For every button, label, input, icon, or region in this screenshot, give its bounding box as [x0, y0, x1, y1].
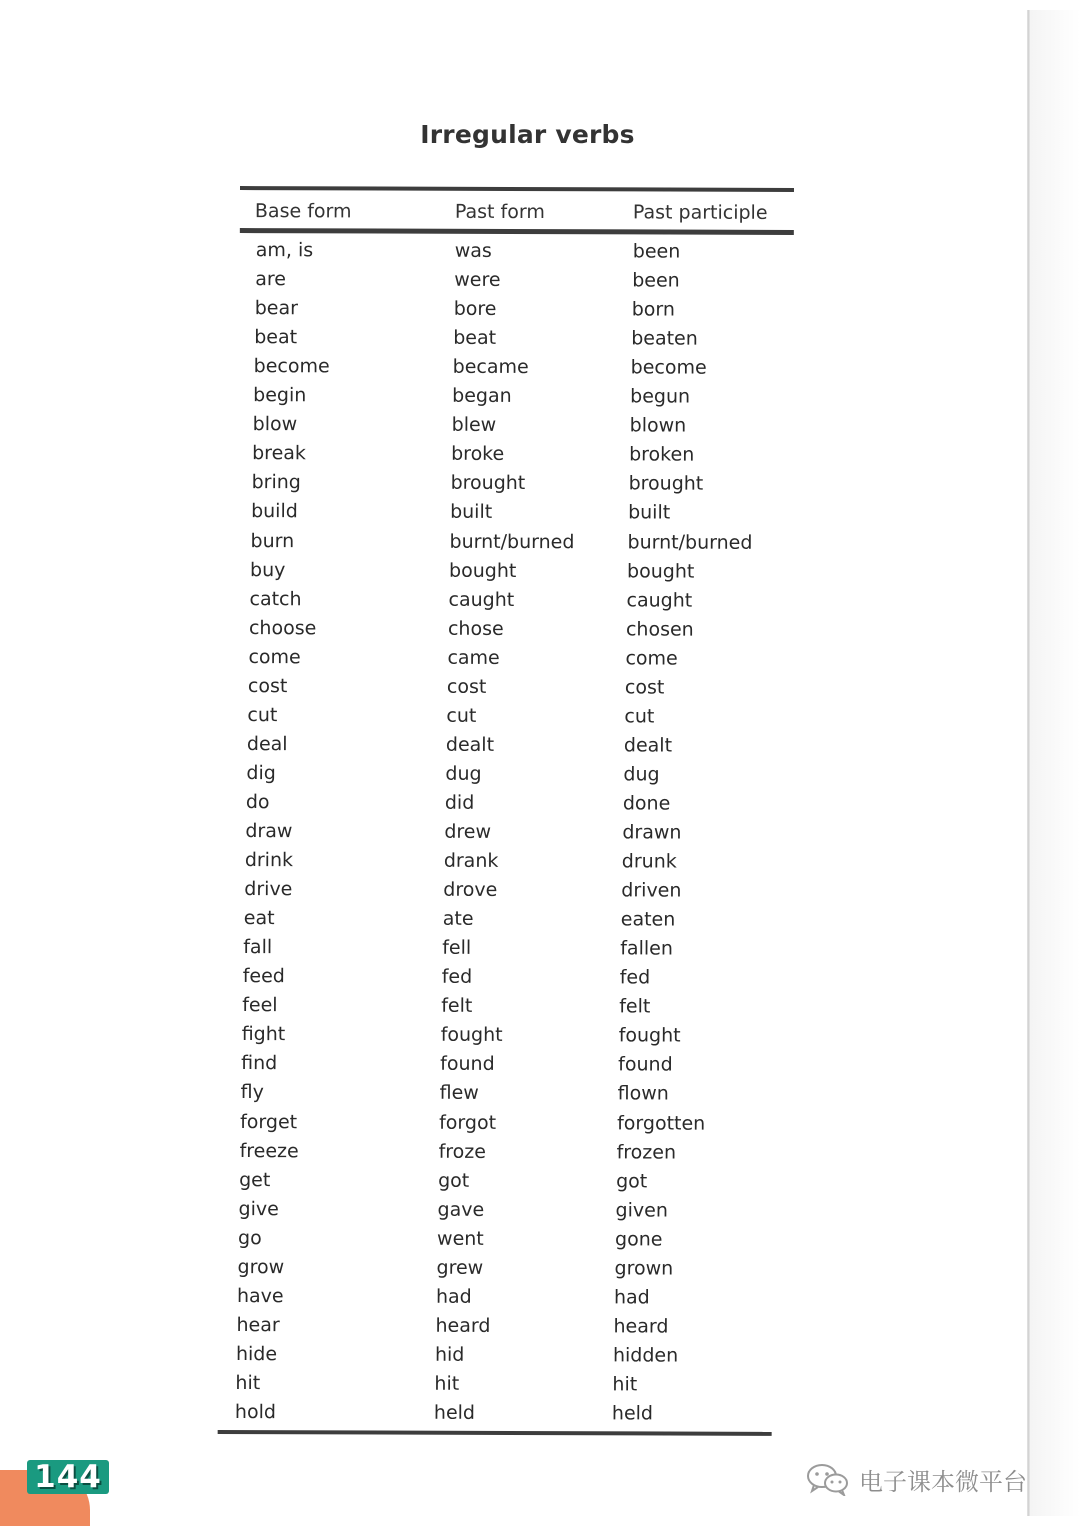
base-form-cell: hear: [236, 1313, 280, 1337]
past-participle-cell: brought: [628, 472, 704, 496]
past-participle-cell: chosen: [625, 618, 694, 641]
past-participle-cell: felt: [619, 995, 651, 1018]
past-participle-cell: cost: [624, 676, 665, 699]
table-row: [217, 1078, 757, 1109]
table-row: [227, 497, 767, 528]
table-header-rule: [240, 228, 794, 235]
base-form-cell: freeze: [239, 1139, 299, 1162]
base-form-cell: cost: [247, 674, 288, 697]
table-row: [232, 236, 772, 267]
table-row: [227, 526, 767, 557]
past-participle-cell: drunk: [621, 850, 677, 873]
past-form-cell: brought: [450, 472, 526, 495]
past-participle-cell: found: [618, 1053, 673, 1076]
past-participle-cell: fallen: [620, 937, 673, 960]
past-participle-cell: beaten: [631, 327, 698, 350]
watermark-text: 电子课本微平台: [859, 1467, 1027, 1496]
base-form-cell: fly: [240, 1081, 264, 1104]
past-participle-cell: given: [615, 1198, 668, 1222]
past-participle-cell: born: [631, 298, 676, 321]
past-form-cell: cut: [446, 704, 477, 727]
past-form-cell: built: [450, 501, 493, 524]
table-row: [231, 294, 771, 325]
table-row: [228, 439, 768, 470]
header-base-form: Base form: [254, 200, 352, 223]
past-participle-cell: caught: [626, 588, 693, 612]
past-form-cell: were: [454, 268, 501, 291]
past-form-cell: fell: [442, 936, 472, 960]
base-form-cell: fall: [243, 936, 273, 959]
base-form-cell: are: [255, 268, 287, 291]
past-form-cell: drew: [444, 820, 492, 843]
past-participle-cell: grown: [614, 1257, 674, 1280]
table-row: [218, 1020, 758, 1051]
table-row: [211, 1398, 751, 1429]
base-form-cell: come: [248, 645, 301, 668]
past-form-cell: cost: [446, 675, 487, 698]
header-past-form: Past form: [454, 200, 545, 224]
past-participle-cell: burnt/burned: [627, 530, 753, 554]
past-form-cell: froze: [438, 1140, 487, 1163]
past-participle-cell: driven: [621, 879, 682, 902]
past-participle-cell: drawn: [622, 821, 682, 844]
base-form-cell: become: [253, 355, 330, 378]
base-form-cell: blow: [252, 413, 298, 436]
past-form-cell: began: [452, 385, 512, 408]
past-form-cell: held: [433, 1401, 476, 1424]
past-form-cell: hid: [434, 1343, 465, 1366]
table-row: [220, 904, 760, 935]
past-form-cell: fought: [440, 1024, 503, 1047]
base-form-cell: break: [252, 442, 306, 465]
past-form-cell: bought: [449, 559, 517, 582]
page-title: Irregular verbs: [420, 120, 635, 149]
table-row: [224, 643, 764, 674]
past-form-cell: beat: [453, 326, 497, 350]
wechat-icon: [805, 1462, 851, 1496]
table-body: [228, 236, 792, 1428]
past-form-cell: became: [452, 355, 529, 379]
table-row: [211, 1369, 751, 1400]
table-row: [214, 1224, 754, 1255]
base-form-cell: get: [239, 1168, 271, 1191]
page-edge-shadow: [1030, 10, 1080, 1516]
past-participle-cell: got: [616, 1169, 648, 1193]
past-participle-cell: built: [628, 501, 671, 524]
table-top-rule: [240, 186, 794, 192]
base-form-cell: draw: [245, 820, 293, 843]
past-form-cell: caught: [448, 588, 515, 611]
past-participle-cell: cut: [624, 705, 655, 728]
watermark: [805, 1458, 1027, 1500]
base-form-cell: hide: [235, 1342, 278, 1366]
past-form-cell: found: [440, 1053, 495, 1076]
past-participle-cell: been: [632, 269, 680, 292]
table-row: [212, 1311, 752, 1342]
table-row: [219, 933, 759, 964]
base-form-cell: drive: [244, 878, 293, 901]
past-participle-cell: done: [622, 792, 671, 815]
irregular-verbs-table: [228, 186, 792, 1440]
base-form-cell: feed: [242, 965, 285, 988]
table-row: [212, 1340, 752, 1371]
base-form-cell: bring: [251, 471, 301, 494]
table-row: [216, 1107, 756, 1138]
base-form-cell: go: [238, 1226, 262, 1249]
table-bottom-rule: [218, 1430, 772, 1436]
past-form-cell: flew: [439, 1082, 479, 1105]
past-form-cell: ate: [442, 907, 474, 930]
base-form-cell: buy: [250, 558, 286, 581]
base-form-cell: begin: [253, 384, 307, 407]
table-row: [226, 556, 766, 587]
base-form-cell: give: [238, 1197, 279, 1220]
past-form-cell: was: [454, 239, 492, 262]
past-form-cell: broke: [451, 443, 505, 466]
table-row: [228, 468, 768, 499]
table-row: [230, 352, 770, 383]
past-participle-cell: dealt: [623, 734, 673, 757]
past-form-cell: went: [437, 1227, 484, 1250]
past-form-cell: felt: [441, 995, 473, 1018]
past-form-cell: fed: [441, 965, 473, 989]
table-row: [223, 701, 763, 732]
past-participle-cell: fought: [618, 1024, 681, 1047]
past-participle-cell: hit: [612, 1373, 638, 1396]
past-form-cell: got: [438, 1169, 470, 1192]
base-form-cell: drink: [244, 849, 294, 872]
base-form-cell: deal: [246, 732, 288, 756]
table-row: [225, 585, 765, 616]
table-row: [215, 1195, 755, 1226]
table-row: [215, 1166, 755, 1197]
past-participle-cell: fed: [619, 966, 651, 989]
base-form-cell: beat: [254, 326, 298, 349]
past-form-cell: hit: [434, 1372, 460, 1395]
base-form-cell: do: [245, 790, 270, 814]
table-row: [223, 730, 763, 761]
past-form-cell: drove: [443, 878, 498, 902]
table-row: [220, 875, 760, 906]
past-form-cell: forgot: [439, 1111, 497, 1134]
table-row: [231, 265, 771, 296]
table-row: [213, 1253, 753, 1284]
base-form-cell: find: [241, 1052, 278, 1075]
table-row: [222, 759, 762, 790]
base-form-cell: hold: [234, 1401, 276, 1424]
past-participle-cell: frozen: [616, 1140, 677, 1164]
past-form-cell: came: [447, 646, 500, 669]
past-form-cell: drank: [443, 849, 499, 872]
past-form-cell: bore: [453, 297, 497, 321]
table-row: [218, 991, 758, 1022]
table-row: [219, 962, 759, 993]
base-form-cell: hit: [235, 1371, 261, 1395]
base-form-cell: have: [236, 1284, 284, 1307]
past-form-cell: chose: [447, 617, 504, 640]
base-form-cell: feel: [242, 994, 278, 1017]
table-header-row: [232, 194, 772, 230]
past-participle-cell: been: [632, 240, 681, 263]
base-form-cell: catch: [249, 587, 302, 610]
past-participle-cell: heard: [613, 1315, 669, 1338]
past-participle-cell: eaten: [620, 908, 676, 931]
past-participle-cell: held: [611, 1402, 654, 1425]
past-participle-cell: hidden: [612, 1344, 679, 1367]
past-participle-cell: dug: [623, 763, 660, 786]
past-participle-cell: come: [625, 647, 678, 670]
page-number: 144: [27, 1460, 109, 1494]
past-participle-cell: blown: [629, 414, 687, 437]
base-form-cell: fight: [241, 1023, 286, 1046]
table-row: [222, 788, 762, 819]
past-participle-cell: broken: [629, 443, 695, 466]
table-row: [225, 614, 765, 645]
table-row: [224, 672, 764, 703]
past-form-cell: grew: [436, 1256, 484, 1279]
base-form-cell: burn: [250, 529, 295, 552]
table-row: [221, 817, 761, 848]
base-form-cell: grow: [237, 1255, 285, 1278]
table-row: [229, 410, 769, 441]
table-row: [221, 846, 761, 877]
table-row: [213, 1282, 753, 1313]
past-participle-cell: gone: [615, 1228, 663, 1251]
base-form-cell: cut: [247, 703, 278, 726]
base-form-cell: bear: [254, 297, 299, 320]
base-form-cell: eat: [243, 907, 275, 930]
past-participle-cell: had: [613, 1286, 650, 1309]
past-form-cell: gave: [437, 1198, 485, 1221]
past-form-cell: heard: [435, 1314, 491, 1337]
table-row: [217, 1049, 757, 1080]
past-form-cell: dug: [445, 762, 482, 785]
table-row: [229, 381, 769, 412]
base-form-cell: dig: [246, 761, 276, 785]
past-participle-cell: flown: [617, 1082, 669, 1105]
base-form-cell: am, is: [255, 239, 314, 262]
base-form-cell: build: [251, 500, 298, 523]
table-row: [216, 1136, 756, 1167]
base-form-cell: choose: [248, 616, 317, 639]
past-participle-cell: bought: [627, 559, 695, 583]
base-form-cell: forget: [240, 1110, 298, 1133]
table-row: [230, 323, 770, 354]
page-edge: [1027, 10, 1030, 1516]
past-form-cell: blew: [451, 414, 497, 437]
past-form-cell: had: [435, 1285, 472, 1308]
header-past-participle: Past participle: [632, 201, 768, 224]
past-participle-cell: forgotten: [617, 1111, 706, 1135]
past-participle-cell: begun: [630, 385, 691, 408]
past-form-cell: dealt: [445, 733, 495, 756]
past-participle-cell: become: [630, 356, 707, 379]
past-form-cell: did: [444, 791, 475, 814]
past-form-cell: burnt/burned: [449, 530, 575, 553]
